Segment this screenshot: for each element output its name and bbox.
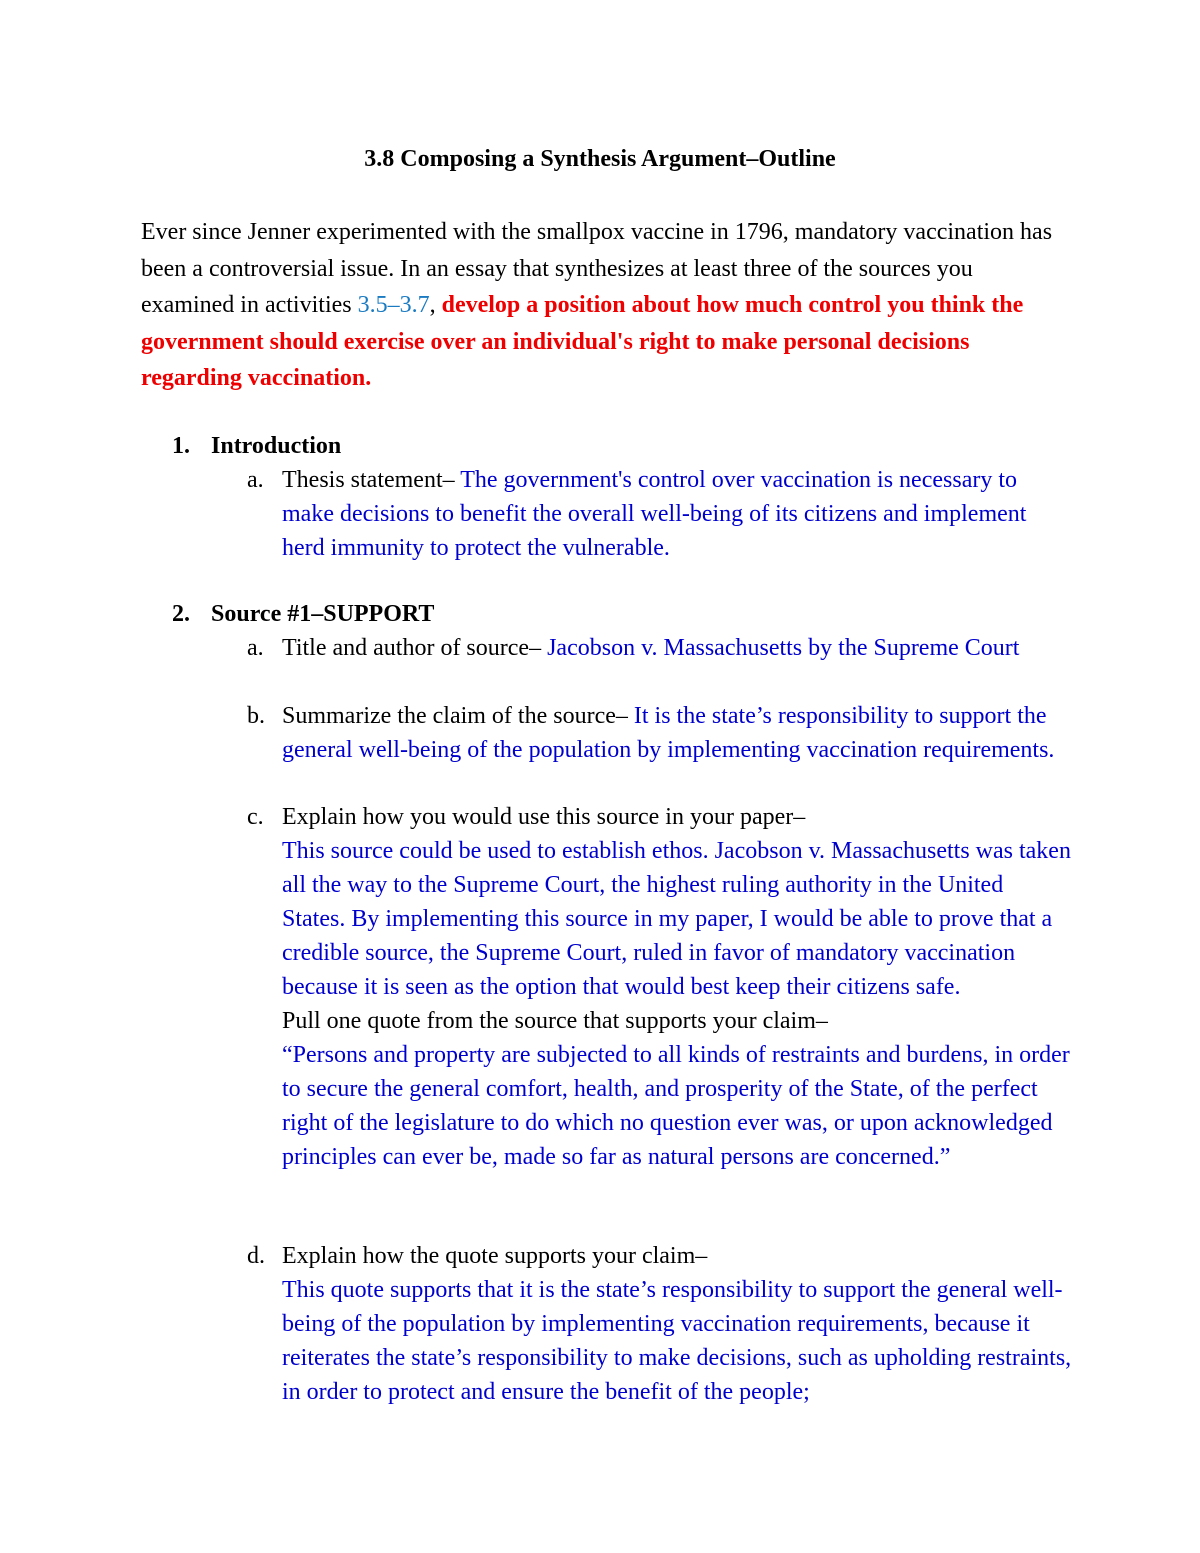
thesis-label: Thesis statement– xyxy=(282,467,461,493)
prompt-intro: Ever since Jenner experimented with the smallpox vaccine in 1796, mandatory vaccination has been a controversial issue. In an essay that synthesizes at least three of the sources you examined in activities xyxy=(141,219,1053,318)
source-title-answer: Jacobson v. Massachusetts by the Supreme Court xyxy=(547,635,1020,661)
claim-summary-label: Summarize the claim of the source– xyxy=(282,703,634,729)
section-1-number: 1. xyxy=(172,433,190,459)
section-1-heading: Introduction xyxy=(211,433,342,459)
section-1-item-a xyxy=(282,463,1072,565)
section-2-item-b-letter: b. xyxy=(247,703,265,729)
section-2-item-a-letter: a. xyxy=(247,635,264,661)
source-use-label: Explain how you would use this source in your paper– xyxy=(282,804,806,830)
quote-support-answer: This quote supports that it is the state’s responsibility to support the general well-being of the population by implementing vaccination requirements, because it reiterates the state’s responsibility to make decisions, such as upholding restraints, in order to protect and ensure the benefit of the people; xyxy=(282,1277,1072,1405)
quote-answer: “Persons and property are subjected to all kinds of restraints and burdens, in order to secure the general comfort, health, and prosperity of the State, of the perfect right of the legislature to do which no question ever was, or upon acknowledged principles can ever be, made so far as natural persons are concerned.” xyxy=(282,1042,1070,1170)
quote-label: Pull one quote from the source that supports your claim– xyxy=(282,1008,828,1034)
source-use-answer: This source could be used to establish ethos. Jacobson v. Massachusetts was taken all the way to the Supreme Court, the highest ruling authority in the United States. By implementing this source in my paper, I would be able to prove that a credible source, the Supreme Court, ruled in favor of mandatory vaccination because it is seen as the option that would best keep their citizens safe. xyxy=(282,838,1071,1000)
claim-summary-answer: It is the state’s responsibility to support the general well-being of the population by implementing vaccination requirements. xyxy=(282,703,1055,763)
section-2-heading: Source #1–SUPPORT xyxy=(211,601,435,627)
activities-reference: 3.5–3.7 xyxy=(357,292,430,318)
prompt-task: develop a position about how much control you think the government should exercise over an individual's right to make personal decisions regarding vaccination. xyxy=(141,292,1024,391)
source-title-label: Title and author of source– xyxy=(282,635,548,661)
section-2-item-c xyxy=(282,800,1072,1174)
section-2-item-c-letter: c. xyxy=(247,804,264,830)
section-2-item-d xyxy=(282,1239,1072,1409)
prompt-comma: , xyxy=(429,292,442,318)
section-1-item-a-letter: a. xyxy=(247,467,264,493)
section-2-number: 2. xyxy=(172,601,190,627)
section-2-item-b xyxy=(282,699,1072,767)
section-2-item-d-letter: d. xyxy=(247,1243,265,1269)
thesis-answer: The government's control over vaccination is necessary to make decisions to benefit the overall well-being of its citizens and implement herd immunity to protect the vulnerable. xyxy=(282,467,1027,561)
document-title: 3.8 Composing a Synthesis Argument–Outline xyxy=(364,146,836,172)
quote-support-label: Explain how the quote supports your claim– xyxy=(282,1243,708,1269)
section-2-item-a xyxy=(282,631,1072,665)
assignment-prompt xyxy=(141,214,1061,397)
